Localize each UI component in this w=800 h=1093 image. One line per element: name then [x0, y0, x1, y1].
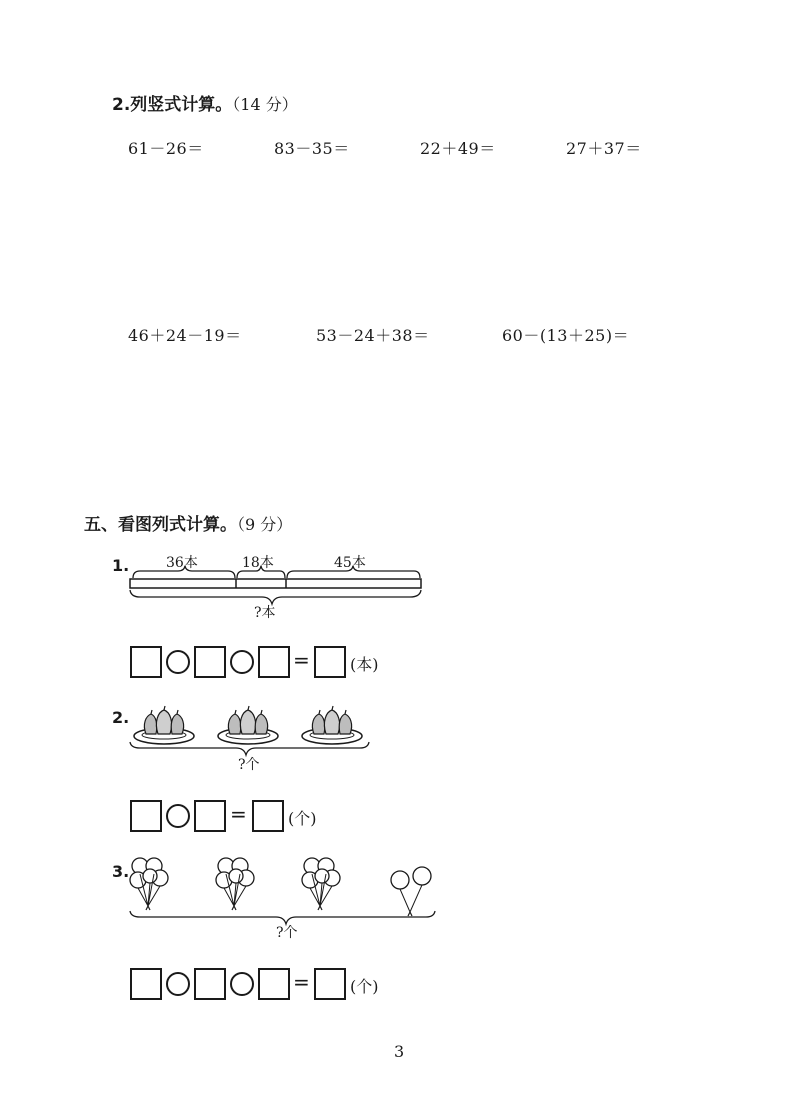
question-1-number: 1.	[112, 556, 130, 575]
section-2-points: （14 分）	[232, 95, 298, 114]
problem-2: 83－35＝	[274, 139, 350, 158]
problem-6: 53－24＋38＝	[316, 326, 430, 345]
balloon-bunch-icon	[216, 858, 254, 910]
question-2-number: 2.	[112, 708, 130, 727]
problem-1: 61－26＝	[128, 139, 204, 158]
question-2-unit: (个)	[288, 809, 317, 828]
section-5-title: 五、看图列式计算。	[84, 515, 237, 535]
question-1-total-label: ?本	[254, 605, 276, 621]
answer-box-7[interactable]	[194, 968, 226, 1000]
segment-label-3: 45本	[334, 555, 366, 571]
equals-sign: =	[230, 802, 247, 826]
equals-sign: =	[293, 648, 310, 672]
question-2-total-label: ?个	[238, 757, 260, 773]
section-2-title: 2.列竖式计算。	[112, 95, 233, 115]
problem-7: 60－(13＋25)＝	[502, 326, 630, 345]
balloon-bunch-icon	[391, 867, 431, 916]
question-3-total-label: ?个	[276, 925, 298, 941]
segment-label-2: 18本	[242, 555, 274, 571]
answer-box-6[interactable]	[130, 968, 162, 1000]
problem-5: 46＋24－19＝	[128, 326, 242, 345]
answer-box-8[interactable]	[258, 968, 290, 1000]
balloon-bunch-icon	[130, 858, 168, 910]
page-number: 3	[394, 1042, 405, 1061]
question-3-unit: (个)	[350, 977, 379, 996]
question-1-unit: (本)	[350, 655, 379, 674]
question-3-number: 3.	[112, 862, 130, 881]
balloon-bunch-icon	[302, 858, 340, 910]
answer-box-result[interactable]	[314, 968, 346, 1000]
segment-label-1: 36本	[166, 555, 198, 571]
operator-circle-4[interactable]	[166, 972, 190, 996]
problem-4: 27＋37＝	[566, 139, 642, 158]
equals-sign: =	[293, 970, 310, 994]
problem-3: 22＋49＝	[420, 139, 496, 158]
section-5-points: （9 分）	[237, 515, 293, 534]
operator-circle-5[interactable]	[230, 972, 254, 996]
